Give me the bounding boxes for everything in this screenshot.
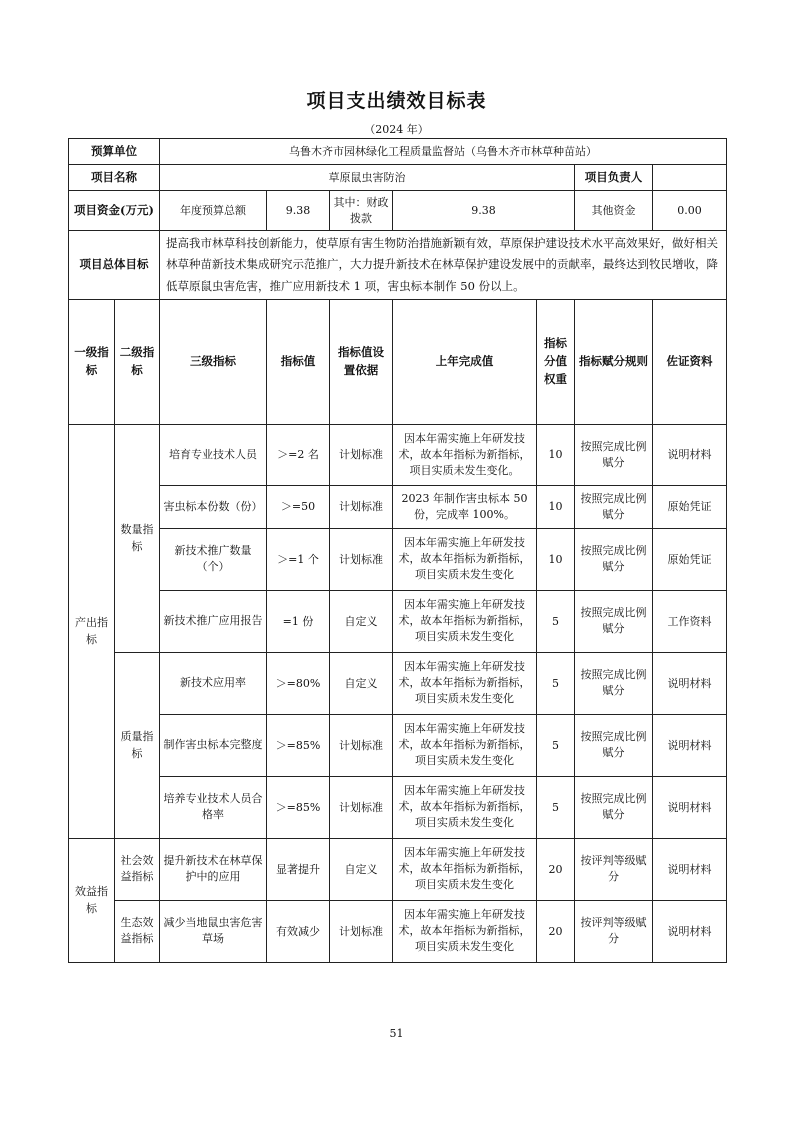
indicator-basis: 自定义	[330, 652, 393, 714]
group-quality: 质量指标	[115, 652, 160, 838]
page-title: 项目支出绩效目标表	[306, 90, 487, 112]
indicator-name: 害虫标本份数（份）	[160, 485, 267, 528]
unit-value: 乌鲁木齐市园林绿化工程质量监督站（乌鲁木齐市林草种苗站）	[160, 139, 727, 165]
indicator-value: =1 份	[267, 590, 330, 652]
indicator-basis: 计划标准	[330, 776, 393, 838]
col-rule: 指标赋分规则	[575, 299, 653, 424]
indicator-rule: 按照完成比例赋分	[575, 424, 653, 485]
indicator-rule: 按照完成比例赋分	[575, 714, 653, 776]
col-weight: 指标分值权重	[537, 299, 575, 424]
indicator-rule: 按照完成比例赋分	[575, 590, 653, 652]
annual-budget-value: 9.38	[267, 191, 330, 231]
indicator-last-year: 因本年需实施上年研发技术，故本年指标为新指标，项目实质未发生变化	[393, 900, 537, 962]
indicator-value: ＞=80%	[267, 652, 330, 714]
indicator-last-year: 因本年需实施上年研发技术，故本年指标为新指标，项目实质未发生变化。	[393, 424, 537, 485]
indicator-last-year: 因本年需实施上年研发技术，故本年指标为新指标，项目实质未发生变化	[393, 590, 537, 652]
indicator-weight: 5	[537, 776, 575, 838]
group-social: 社会效益指标	[115, 838, 160, 900]
indicator-evidence: 说明材料	[653, 714, 727, 776]
col-value: 指标值	[267, 299, 330, 424]
col-level2: 二级指标	[115, 299, 160, 424]
group-benefit: 效益指标	[69, 838, 115, 962]
table-row	[69, 590, 727, 652]
indicator-value: ＞=1 个	[267, 528, 330, 590]
indicator-weight: 10	[537, 528, 575, 590]
indicator-name: 新技术推广数量（个）	[160, 528, 267, 590]
column-header-row	[69, 299, 727, 424]
indicator-value: ＞=85%	[267, 714, 330, 776]
indicator-last-year: 因本年需实施上年研发技术，故本年指标为新指标，项目实质未发生变化	[393, 714, 537, 776]
indicator-weight: 10	[537, 424, 575, 485]
indicator-basis: 计划标准	[330, 528, 393, 590]
table-row	[69, 652, 727, 714]
indicator-weight: 5	[537, 714, 575, 776]
indicator-value: ＞=85%	[267, 776, 330, 838]
col-evidence: 佐证资料	[653, 299, 727, 424]
indicator-rule: 按照完成比例赋分	[575, 652, 653, 714]
indicator-value: 显著提升	[267, 838, 330, 900]
indicator-weight: 5	[537, 590, 575, 652]
project-name-label: 项目名称	[69, 165, 160, 191]
indicator-basis: 计划标准	[330, 485, 393, 528]
indicator-basis: 计划标准	[330, 714, 393, 776]
indicator-evidence: 说明材料	[653, 838, 727, 900]
table-row	[69, 714, 727, 776]
other-funds-value: 0.00	[653, 191, 727, 231]
indicator-evidence: 说明材料	[653, 652, 727, 714]
owner-value	[653, 165, 727, 191]
year-subtitle: （2024 年）	[364, 123, 429, 136]
unit-row	[69, 139, 727, 165]
col-level3: 三级指标	[160, 299, 267, 424]
funds-label: 项目资金(万元)	[69, 191, 160, 231]
indicator-basis: 自定义	[330, 838, 393, 900]
indicator-last-year: 因本年需实施上年研发技术，故本年指标为新指标，项目实质未发生变化	[393, 528, 537, 590]
indicator-last-year: 因本年需实施上年研发技术，故本年指标为新指标，项目实质未发生变化	[393, 652, 537, 714]
indicator-rule: 按照完成比例赋分	[575, 485, 653, 528]
goal-row	[69, 231, 727, 300]
indicator-name: 提升新技术在林草保护中的应用	[160, 838, 267, 900]
table-row	[69, 838, 727, 900]
table-row	[69, 485, 727, 528]
indicator-weight: 20	[537, 838, 575, 900]
indicator-name: 新技术应用率	[160, 652, 267, 714]
indicator-value: 有效减少	[267, 900, 330, 962]
indicator-evidence: 原始凭证	[653, 528, 727, 590]
indicator-weight: 5	[537, 652, 575, 714]
indicator-last-year: 因本年需实施上年研发技术，故本年指标为新指标，项目实质未发生变化	[393, 838, 537, 900]
indicator-evidence: 工作资料	[653, 590, 727, 652]
col-level1: 一级指标	[69, 299, 115, 424]
indicator-name: 培育专业技术人员	[160, 424, 267, 485]
indicator-name: 制作害虫标本完整度	[160, 714, 267, 776]
indicator-weight: 20	[537, 900, 575, 962]
other-funds-label: 其他资金	[575, 191, 653, 231]
indicator-basis: 自定义	[330, 590, 393, 652]
group-eco: 生态效益指标	[115, 900, 160, 962]
indicator-value: ＞=2 名	[267, 424, 330, 485]
indicator-name: 减少当地鼠虫害危害草场	[160, 900, 267, 962]
fiscal-label: 其中：财政拨款	[330, 191, 393, 231]
indicator-evidence: 说明材料	[653, 776, 727, 838]
table-row	[69, 528, 727, 590]
project-name-value: 草原鼠虫害防治	[160, 165, 575, 191]
indicator-name: 培养专业技术人员合格率	[160, 776, 267, 838]
col-last-year: 上年完成值	[393, 299, 537, 424]
indicator-basis: 计划标准	[330, 900, 393, 962]
indicator-evidence: 说明材料	[653, 900, 727, 962]
indicator-evidence: 说明材料	[653, 424, 727, 485]
indicator-name: 新技术推广应用报告	[160, 590, 267, 652]
indicator-rule: 按照完成比例赋分	[575, 528, 653, 590]
indicator-basis: 计划标准	[330, 424, 393, 485]
indicator-last-year: 2023 年制作害虫标本 50 份，完成率 100%。	[393, 485, 537, 528]
indicator-value: ＞=50	[267, 485, 330, 528]
indicator-weight: 10	[537, 485, 575, 528]
indicator-rule: 按评判等级赋分	[575, 838, 653, 900]
table-row	[69, 424, 727, 485]
project-name-row	[69, 165, 727, 191]
col-basis: 指标值设置依据	[330, 299, 393, 424]
unit-label: 预算单位	[69, 139, 160, 165]
table-row	[69, 776, 727, 838]
funds-row	[69, 191, 727, 231]
goal-text: 提高我市林草科技创新能力，使草原有害生物防治措施新颖有效，草原保护建设技术水平高效果好，做好相关林草种苗新技术集成研究示范推广，大力提升新技术在林草保护建设发展中的贡献率，最终达到牧民增收，降低草原鼠虫害危害，推广应用新技术 1 项，害虫标本制作 50 份以上。	[160, 231, 727, 300]
indicator-rule: 按评判等级赋分	[575, 900, 653, 962]
performance-table	[68, 138, 727, 963]
group-quantity: 数量指标	[115, 424, 160, 652]
indicator-evidence: 原始凭证	[653, 485, 727, 528]
indicator-rule: 按照完成比例赋分	[575, 776, 653, 838]
annual-budget-label: 年度预算总额	[160, 191, 267, 231]
page-number: 51	[389, 1027, 404, 1040]
fiscal-value: 9.38	[393, 191, 575, 231]
indicator-last-year: 因本年需实施上年研发技术，故本年指标为新指标，项目实质未发生变化	[393, 776, 537, 838]
group-output: 产出指标	[69, 424, 115, 838]
goal-label: 项目总体目标	[69, 231, 160, 300]
owner-label: 项目负责人	[575, 165, 653, 191]
table-row	[69, 900, 727, 962]
